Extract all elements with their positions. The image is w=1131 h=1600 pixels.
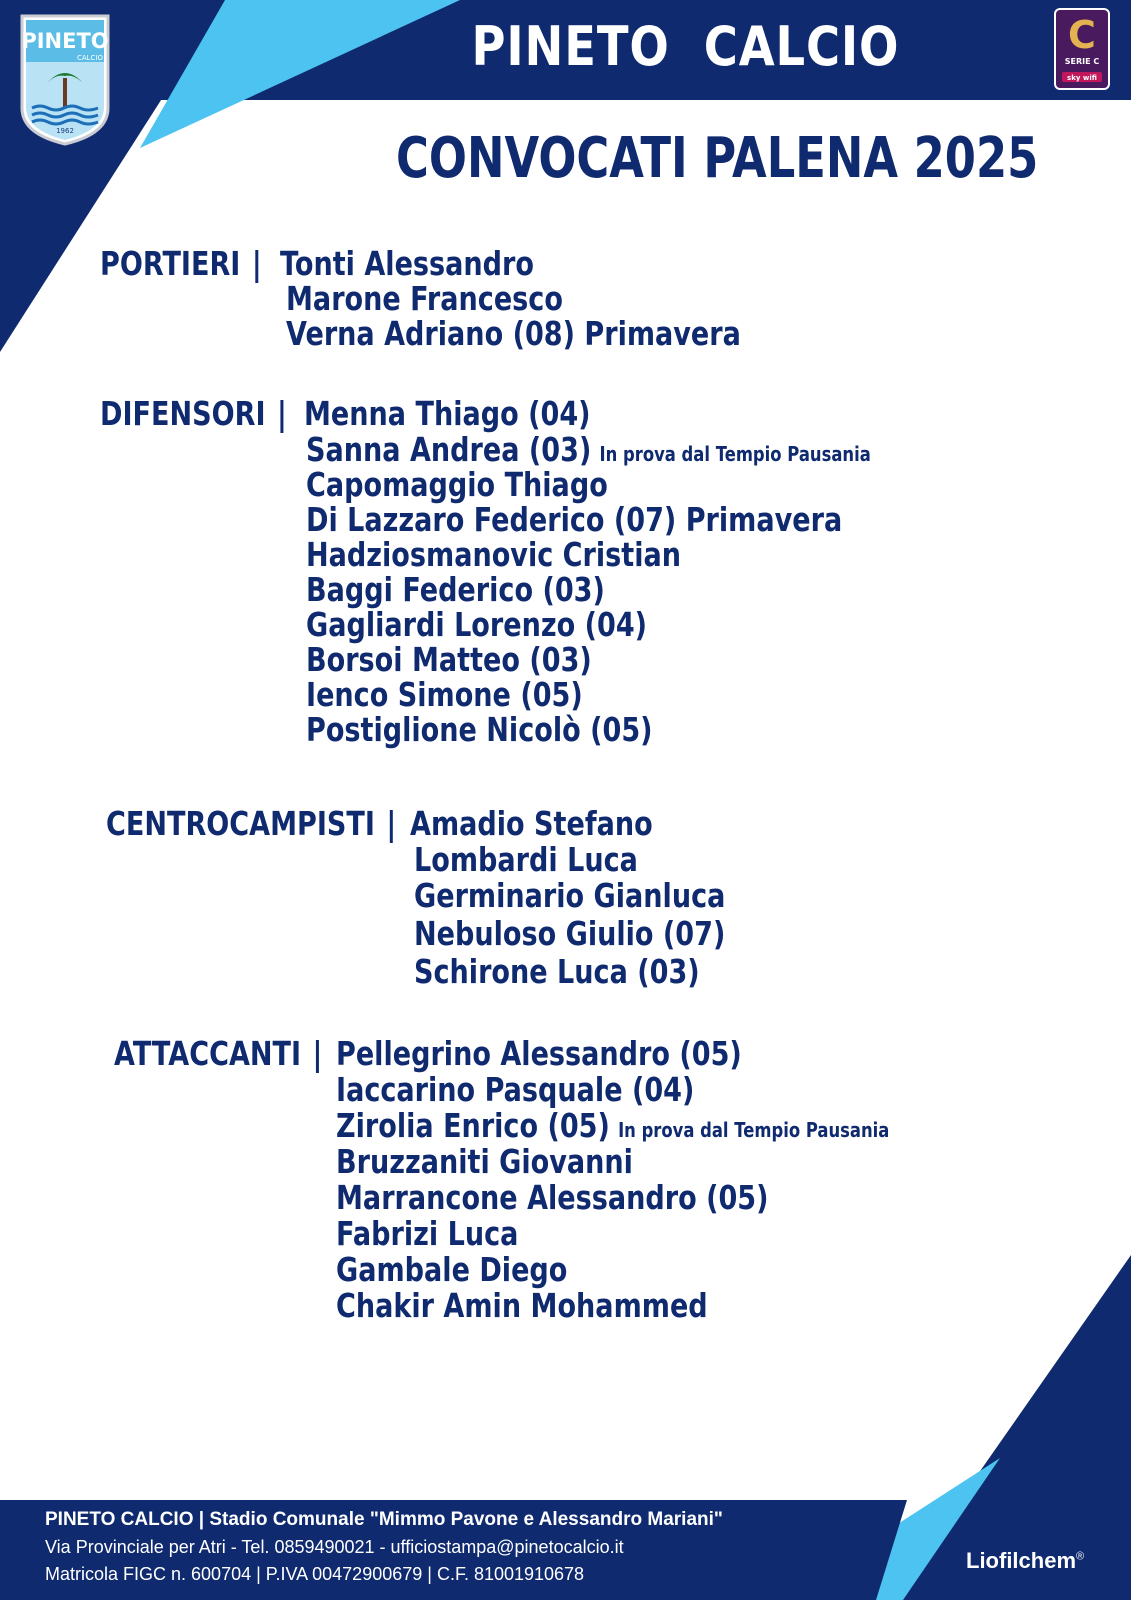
player-name: Schirone Luca (03) xyxy=(414,952,700,991)
badge-name: PINETO xyxy=(21,29,109,53)
player-name: Nebuloso Giulio (07) xyxy=(414,914,726,953)
sponsor-name: Liofilchem xyxy=(966,1548,1077,1573)
sponsor-registered-mark: ® xyxy=(1076,1550,1085,1563)
player-name: Borsoi Matteo (03) xyxy=(306,640,592,679)
club-title: PINETO CALCIO xyxy=(471,15,900,78)
player-name: Amadio Stefano xyxy=(410,804,653,843)
player-name: Germinario Gianluca xyxy=(414,876,726,915)
footer-club-stadium: PINETO CALCIO | Stadio Comunale "Mimmo Pavone e Alessandro Mariani" xyxy=(45,1509,723,1530)
serie-c-label: SERIE C xyxy=(1064,57,1100,66)
serie-c-letter: C xyxy=(1068,13,1096,57)
player-name: Sanna Andrea (03) In prova dal Tempio Pausania xyxy=(306,430,871,469)
player-name: Postiglione Nicolò (05) xyxy=(306,710,653,749)
player-name: Chakir Amin Mohammed xyxy=(336,1286,708,1325)
player-name: Ienco Simone (05) xyxy=(306,675,583,714)
document-title: CONVOCATI PALENA 2025 xyxy=(396,126,1039,191)
player-name: Tonti Alessandro xyxy=(280,244,534,283)
role-label: PORTIERI | xyxy=(100,244,262,283)
footer-registration: Matricola FIGC n. 600704 | P.IVA 00472900679 | C.F. 81001910678 xyxy=(45,1564,585,1584)
player-name: Iaccarino Pasquale (04) xyxy=(336,1070,695,1109)
player-name: Hadziosmanovic Cristian xyxy=(306,535,682,574)
player-name: Gambale Diego xyxy=(336,1250,568,1289)
player-name: Lombardi Luca xyxy=(414,840,638,879)
club-badge xyxy=(18,12,112,146)
role-label: CENTROCAMPISTI | xyxy=(106,804,397,843)
player-name: Fabrizi Luca xyxy=(336,1214,519,1253)
serie-c-sponsor: sky wifi xyxy=(1067,74,1097,82)
player-name: Capomaggio Thiago xyxy=(306,465,608,504)
player-name: Zirolia Enrico (05) In prova dal Tempio Pausania xyxy=(336,1106,890,1145)
player-name: Di Lazzaro Federico (07) Primavera xyxy=(306,500,843,539)
player-note: In prova dal Tempio Pausania xyxy=(618,1118,890,1142)
player-note: In prova dal Tempio Pausania xyxy=(599,442,871,466)
player-name: Verna Adriano (08) Primavera xyxy=(286,314,741,353)
serie-c-logo xyxy=(1054,8,1110,90)
player-name: Gagliardi Lorenzo (04) xyxy=(306,605,648,644)
sponsor-logo xyxy=(966,1548,1084,1574)
player-name: Bruzzaniti Giovanni xyxy=(336,1142,633,1181)
badge-year: 1962 xyxy=(56,127,74,135)
player-name: Marone Francesco xyxy=(286,279,563,318)
role-label: DIFENSORI | xyxy=(100,394,287,433)
player-name: Baggi Federico (03) xyxy=(306,570,605,609)
footer-address: Via Provinciale per Atri - Tel. 0859490021 - ufficiostampa@pinetocalcio.it xyxy=(45,1537,624,1557)
player-name: Menna Thiago (04) xyxy=(304,394,591,433)
role-label: ATTACCANTI | xyxy=(114,1034,323,1073)
player-name: Pellegrino Alessandro (05) xyxy=(336,1034,742,1073)
badge-sub: CALCIO xyxy=(76,54,104,62)
player-name: Marrancone Alessandro (05) xyxy=(336,1178,769,1217)
